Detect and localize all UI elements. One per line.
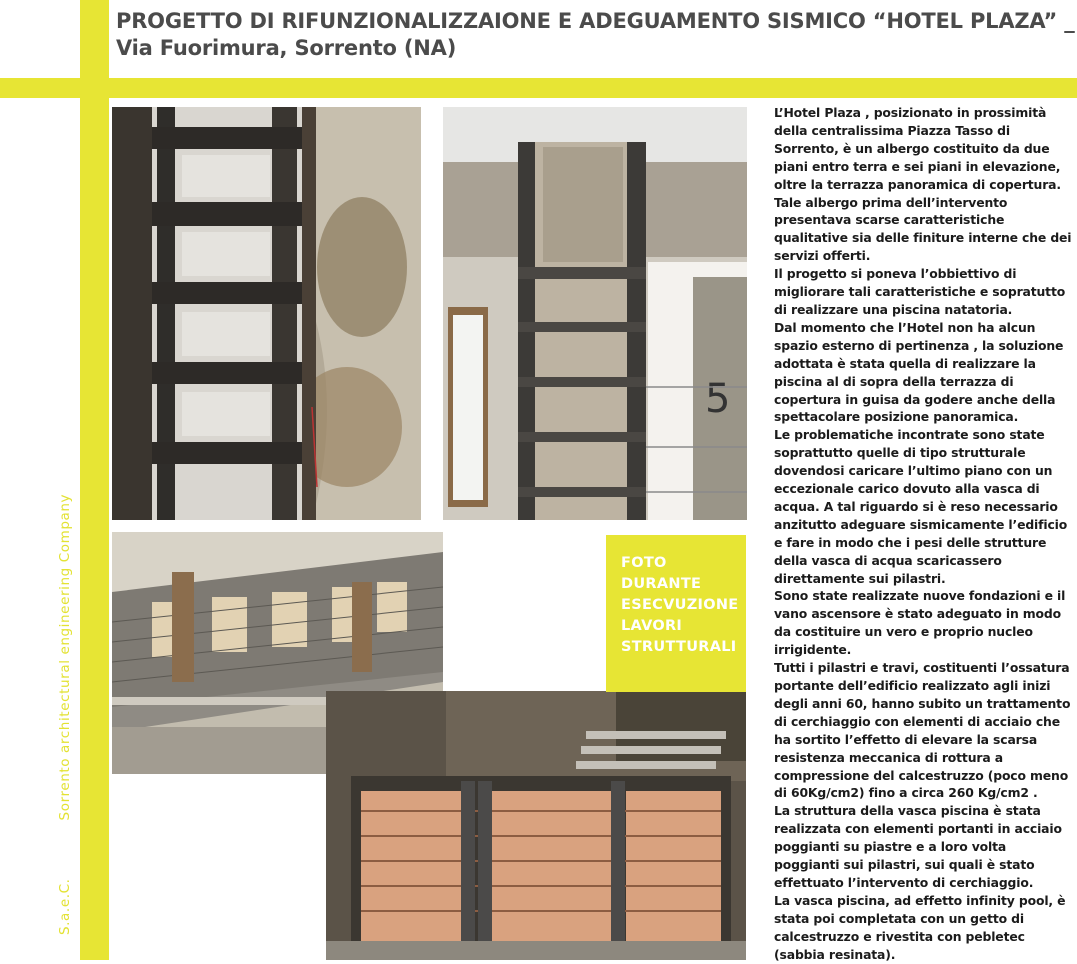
- paragraph: L’Hotel Plaza , posizionato in prossimità della centralissima Piazza Tasso di Sorrento, è un albergo costituito da due piani entro terra e sei piani in elevazione, oltre la terrazza panoramica di copertura. Tale albergo prima dell’intervento presentava scarse caratteristiche qualitative sia delle finiture interne che dei servizi offerti.: [774, 105, 1072, 264]
- caption-box: [606, 535, 746, 692]
- paragraph: Tutti i pilastri e travi, costituenti l’ossatura portante dell’edificio realizzato agli inizi degli anni 60, hanno subito un trattamento di cerchiaggio con elementi di acciaio che ha sortito l’effetto di elevare la scarsa resistenza meccanica di rottura a compressione del calcestruzzo (poco meno di 60Kg/cm2) fino a circa 260 Kg/cm2 .: [774, 660, 1071, 801]
- paragraph: Dal momento che l’Hotel non ha alcun spazio esterno di pertinenza , la soluzione adottata è stata quella di realizzare la piscina al di sopra della terrazza di copertura in guisa da godere anche della spettacolare posizione panoramica.: [774, 319, 1064, 425]
- caption-line-3: LAVORI: [621, 618, 683, 634]
- pillar-cerchiaggio-photo: [443, 107, 747, 520]
- caption-line-4: STRUTTURALI: [621, 639, 737, 655]
- page-title: [116, 8, 1075, 62]
- paragraph: Sono state realizzate nuove fondazioni e il vano ascensore è stato adeguato in modo da costituire un vero e proprio nucleo irrigidente.: [774, 588, 1066, 658]
- paragraph: La struttura della vasca piscina è stata realizzata con elementi portanti in acciaio poggianti su piastre e a loro volta poggianti sui pilastri, sui quali è stato effettuato l’intervento di cerchiaggio.: [774, 803, 1062, 890]
- column-steel-jacketing-photo: [112, 107, 421, 520]
- caption-text: [621, 553, 741, 658]
- paragraph: Le problematiche incontrate sono state soprattutto quelle di tipo strutturale dovendosi caricare l’ultimo piano con un eccezionale carico dovuto alla vasca di acqua. A tal riguardo si è reso necessario anzitutto adeguare sismicamente l’edificio e fare in modo che i pesi delle strutture della vasca di acqua scaricassero direttamente sui pilastri.: [774, 427, 1068, 586]
- column-number-label: 5: [705, 376, 731, 422]
- caption-line-2: ESECVUZIONE: [621, 597, 739, 613]
- sidebar-company-label: [57, 493, 79, 935]
- caption-line-1: FOTO DURANTE: [621, 555, 702, 592]
- paragraph: La vasca piscina, ad effetto infinity pool, è stata poi completata con un getto di calcestruzzo e rivestita con pebletec (sabbia resinata).: [774, 892, 1066, 962]
- sidebar-brand: S.a.e.C.: [57, 878, 73, 935]
- horizontal-accent-bar: [0, 78, 1077, 98]
- vertical-accent-bar: [80, 0, 109, 960]
- title-line-1: PROGETTO DI RIFUNZIONALIZZAIONE E ADEGUAMENTO SISMICO “HOTEL PLAZA” _: [116, 9, 1075, 33]
- paragraph: Il progetto si poneva l’obbiettivo di migliorare tali caratteristiche e sopratutto di realizzare una piscina natatoria.: [774, 266, 1066, 317]
- sidebar-company: Sorrento architectural engineering Company: [57, 493, 73, 821]
- title-line-2: Via Fuorimura, Sorrento (NA): [116, 36, 457, 60]
- pool-structure-photo: [326, 691, 746, 960]
- description-text: [774, 104, 1072, 964]
